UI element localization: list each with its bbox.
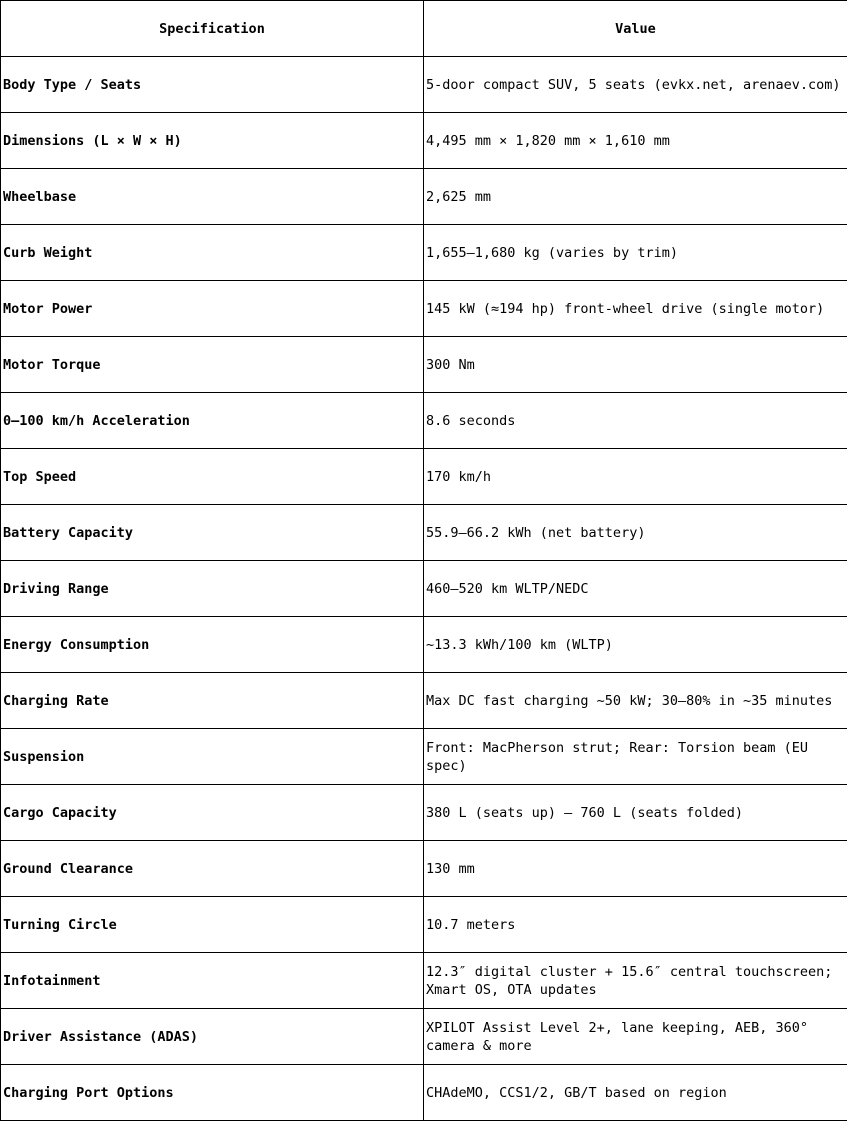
row-value: ~13.3 kWh/100 km (WLTP) (424, 617, 847, 673)
table-row (1, 281, 847, 337)
row-spec: Suspension (1, 729, 424, 785)
row-value: 10.7 meters (424, 897, 847, 953)
row-spec: Driving Range (1, 561, 424, 617)
table-row (1, 897, 847, 953)
table-row (1, 841, 847, 897)
row-spec: Motor Torque (1, 337, 424, 393)
table-row (1, 617, 847, 673)
row-spec: Turning Circle (1, 897, 424, 953)
row-spec: Top Speed (1, 449, 424, 505)
row-spec: Battery Capacity (1, 505, 424, 561)
header-specification: Specification (1, 1, 424, 57)
row-spec: Energy Consumption (1, 617, 424, 673)
row-spec: Cargo Capacity (1, 785, 424, 841)
table-row (1, 57, 847, 113)
row-value: Max DC fast charging ~50 kW; 30–80% in ~35 minutes (424, 673, 847, 729)
row-spec: Ground Clearance (1, 841, 424, 897)
row-spec: Motor Power (1, 281, 424, 337)
row-value: 380 L (seats up) – 760 L (seats folded) (424, 785, 847, 841)
table-row (1, 729, 847, 785)
row-value: 460–520 km WLTP/NEDC (424, 561, 847, 617)
row-value: 8.6 seconds (424, 393, 847, 449)
row-value: 12.3″ digital cluster + 15.6″ central touchscreen; Xmart OS, OTA updates (424, 953, 847, 1009)
row-value: 55.9–66.2 kWh (net battery) (424, 505, 847, 561)
row-value: XPILOT Assist Level 2+, lane keeping, AEB, 360° camera & more (424, 1009, 847, 1065)
table-row (1, 673, 847, 729)
table-row (1, 561, 847, 617)
table-row (1, 953, 847, 1009)
header-value: Value (424, 1, 847, 57)
table-row (1, 1009, 847, 1065)
table-row (1, 1065, 847, 1121)
row-value: 145 kW (≈194 hp) front-wheel drive (single motor) (424, 281, 847, 337)
table-row (1, 449, 847, 505)
row-value: Front: MacPherson strut; Rear: Torsion beam (EU spec) (424, 729, 847, 785)
row-spec: Curb Weight (1, 225, 424, 281)
row-value: 4,495 mm × 1,820 mm × 1,610 mm (424, 113, 847, 169)
row-value: 5-door compact SUV, 5 seats (evkx.net, arenaev.com) (424, 57, 847, 113)
row-spec: 0–100 km/h Acceleration (1, 393, 424, 449)
table-row (1, 393, 847, 449)
table-row (1, 785, 847, 841)
row-value: 1,655–1,680 kg (varies by trim) (424, 225, 847, 281)
row-spec: Dimensions (L × W × H) (1, 113, 424, 169)
table-header-row (1, 1, 847, 57)
row-spec: Driver Assistance (ADAS) (1, 1009, 424, 1065)
row-value: CHAdeMO, CCS1/2, GB/T based on region (424, 1065, 847, 1121)
row-spec: Charging Rate (1, 673, 424, 729)
row-spec: Charging Port Options (1, 1065, 424, 1121)
table-row (1, 113, 847, 169)
row-value: 170 km/h (424, 449, 847, 505)
row-spec: Wheelbase (1, 169, 424, 225)
row-value: 300 Nm (424, 337, 847, 393)
table-row (1, 225, 847, 281)
table-row (1, 169, 847, 225)
row-value: 2,625 mm (424, 169, 847, 225)
table-row (1, 337, 847, 393)
row-spec: Body Type / Seats (1, 57, 424, 113)
row-spec: Infotainment (1, 953, 424, 1009)
row-value: 130 mm (424, 841, 847, 897)
table-row (1, 505, 847, 561)
